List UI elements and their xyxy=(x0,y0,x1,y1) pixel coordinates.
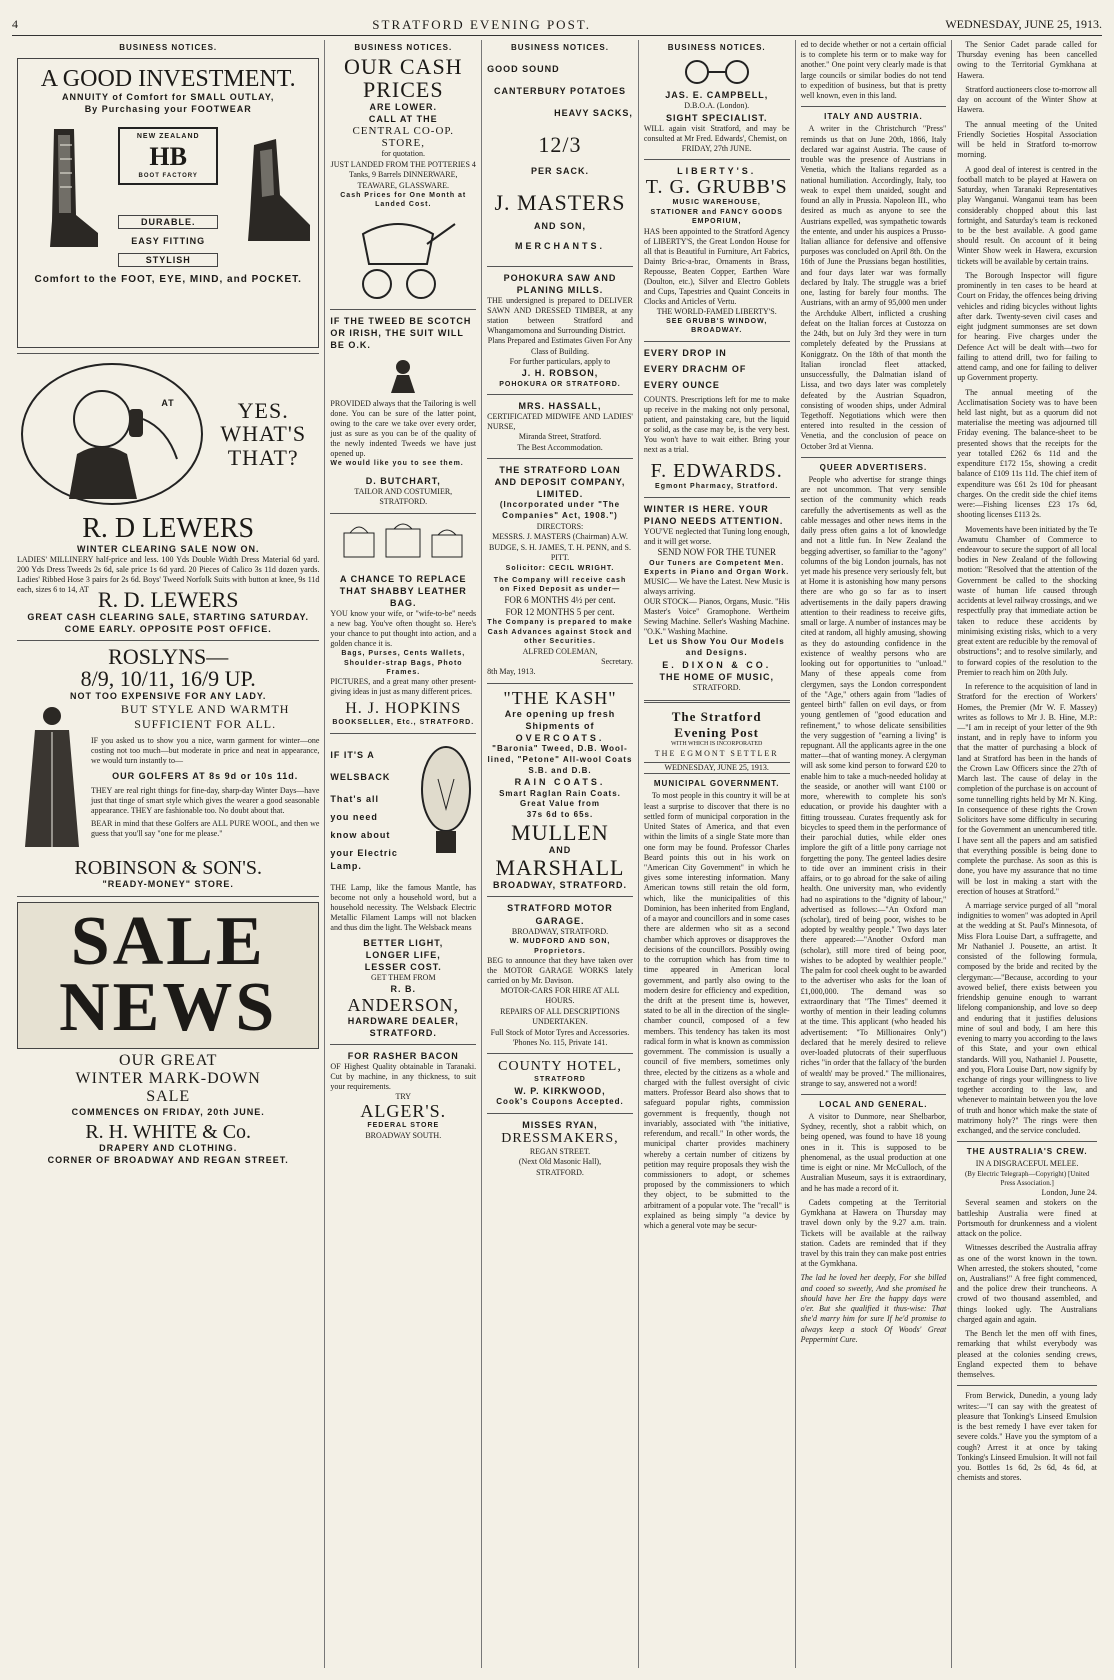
advert-body: MUSIC— We have the Latest. New Music is always arriving. xyxy=(643,577,790,597)
advert-alger xyxy=(330,1050,476,1141)
advert-line: FRIDAY, 27th JUNE. xyxy=(681,143,752,153)
advert-line: LIBERTY'S. xyxy=(677,166,757,177)
article-paragraph: Movements have been initiated by the Te Awamutu Chamber of Commerce to endeavour to secure the support of all local bodies in New Zealand of the following motion: "Resolved that the attention of the Government be called to the shocking waste of human life caused through accidents at level railway crossings, and we respectfully pray that immediate action be taken to reduce these accidents by minimising existing risks, which to a very great extent are reducible by the removal of obstructions"; and to resolve similarly, and to forward copies of the resolution to the Premier to reach him on 20th July. xyxy=(957,524,1098,677)
advert-body: BEAR in mind that these Golfers are ALL PURE WOOL, and then we guess that you'll say "one for me please." xyxy=(91,818,320,838)
advert-title: "THE KASH" xyxy=(503,687,617,708)
article-italy-austria xyxy=(801,112,947,452)
advert-line: for quotation. xyxy=(381,149,426,159)
advert-line: BROADWAY SOUTH. xyxy=(365,1130,442,1140)
advert-line: 8th May, 1913. xyxy=(487,667,536,677)
advert-line: STRATFORD. xyxy=(536,1167,584,1177)
advert-line: MUSIC WAREHOUSE, xyxy=(672,199,761,207)
advert-body: CERTIFICATED MIDWIFE AND LADIES' NURSE, xyxy=(487,412,633,432)
advert-line: LONGER LIFE, xyxy=(365,949,441,960)
advert-grubb xyxy=(644,165,790,336)
advert-line: ALFRED COLEMAN, xyxy=(522,646,598,656)
advert-line: STATIONER and FANCY GOODS EMPORIUM, xyxy=(650,208,783,226)
article-heading: THE AUSTRALIA'S CREW. xyxy=(966,1147,1088,1157)
advert-footwear xyxy=(17,58,319,408)
section-header: BUSINESS NOTICES. xyxy=(119,43,218,52)
advert-line: Smart Raglan Rain Coats. xyxy=(499,788,621,798)
advert-line: COMMENCES ON FRIDAY, 20th JUNE. xyxy=(71,1106,265,1117)
advertiser-name: H. J. HOPKINS xyxy=(345,700,462,718)
advertiser-name: F. EDWARDS. xyxy=(650,460,783,483)
article-paragraph: Several seamen and stokers on the battleship Australia were fined at Portsmouth for drunkenness and a violent attack on the police. xyxy=(957,1198,1098,1239)
advert-body: THE undersigned is prepared to DELIVER SAWN AND DRESSED TIMBER, at any station between Stratford and Whangamomona and Surrounding District. xyxy=(487,296,633,336)
advert-line: That's all xyxy=(330,793,380,804)
advert-hopkins xyxy=(330,519,476,728)
section-header: BUSINESS NOTICES. xyxy=(667,43,766,52)
rate-line: FOR 6 MONTHS 4½ per cent. xyxy=(504,594,616,605)
advert-body: COUNTS. Prescriptions left for me to make up receive in the making not only personal, patient, and painstaking care, but the liquid or solid, as the case may be, is the very best. You won't have to wait either. Bring your next as a trial. xyxy=(643,395,790,455)
advert-campbell xyxy=(644,59,790,154)
advert-line: RAIN COATS. xyxy=(514,777,606,788)
advert-line: W. MUDFORD AND SON, Proprietors. xyxy=(509,938,611,955)
advert-body: MESSRS. J. MASTERS (Chairman) A.W. BUDGE, S. H. JAMES, T. H. PENN, and S. PITT. xyxy=(489,532,631,563)
advert-line: STRATFORD. xyxy=(379,497,428,507)
article-paragraph: A good deal of interest is centred in the football match to be played at Hawera on Saturday, when Taranaki Representatives play Wanganui. Wanganui team has been considerably chopped about this last fortnight, and Saturday's team is reckoned to be the best available. A good game should result. On account of it being Winter Show week in Hawera, excursion tickets will be available by certain trains. xyxy=(957,164,1098,266)
advert-title: POHOKURA SAW AND PLANING MILLS. xyxy=(503,273,617,296)
advert-line: Miranda Street, Stratford. xyxy=(518,432,602,442)
advert-coop xyxy=(330,55,476,304)
advert-line: HARDWARE DEALER, xyxy=(347,1015,459,1026)
advert-line: Great Value from xyxy=(519,799,600,809)
product-prices: 8/9, 10/11, 16/9 UP. xyxy=(80,666,256,692)
advert-line: For further particulars, apply to xyxy=(509,357,611,367)
advert-line: Our Tuners are Competent Men. Experts in Piano and Organ Work. xyxy=(644,559,790,577)
page-number: 4 xyxy=(12,17,18,31)
advert-body: THEY are real right things for fine-day, sharp-day Winter Days—have just that tinge of smart style which gives the wearer a good seasonable appearance. THEY are fashionable too. No doubt about that. xyxy=(91,785,320,815)
advert-title: WINTER IS HERE. YOUR PIANO NEEDS ATTENTION. xyxy=(643,503,784,526)
article-paragraph: People who advertise for strange things are not uncommon. That very sensible section of the community which reads carefully the advertisements as well as the cable messages and other news items in the daily press often gains a lot of knowledge and not a little fun. In New Zealand the begging advertiser, so familiar to the "agony" columns of the big London journals, has not yet made his presence very seriously felt, but at Home it is astonishing how many persons there are who go so far as to insert advertisements in the daily papers drawing attention to their readiness to receive gifts, small or large. A number of instances may be cited at random, all highly amusing, showing as they do astounding confidence in the existence of wealthy persons who are looking out for opportunities to "unload." Many of these appeals come from clergymen, says the London correspondent of the "Age," others again from "ladies of genteel birth" fallen on evil days, or from young gentlemen of "good education and refinement," to whose delicate sensibilities the very suggestion of "earning a living" is repugnant. All the applicants agree in the one matter—that of wanting money. A clergyman will ask some kind person to forward £20 to enable him to take a much-needed holiday at the seaside, or another will want £100 or more, wherewith to complete his son's education, or provide his daughter with a fitting trousseau. Curates frequently ask for bicycles to speed them in the performance of their parochial duties, while elder ones implore the gift of a little pony carriage not forgetting the pony. The genteel ladies desire to tide over an imminent crisis in their affairs, or to go abroad for the sake of ailing health. One university man, who evidently had no aspirations to the "dignity of labour," advertised as follows:—"An Oxford man (scholar), tired of being poor, wishes to be adopted by wealthy people." Two days later there appeared:—"Another Oxford man (scholar), still more tired of being poor, wishes to be adopted by wealthier people." The palm for cool cheek ought to be awarded to the advertiser who asks for the loan of £1,000,000. The demand was so extraordinary that "The Times" deemed it worthy of mention in their leading columns at the time. This applicant (who headed his advertisement: "To Millionaires Only") declared that he merely desired to relieve over-loaded plutocrats of their superfluous riches "in order that the fallacy of 'the burden of wealth' may be proved." The millionaires, strange to say, answered not a word! xyxy=(800,474,947,1088)
advert-line: your Electric Lamp. xyxy=(330,848,398,871)
advert-line: GOOD SOUND xyxy=(487,64,560,74)
advert-line: (Next Old Masonic Hall), xyxy=(518,1157,602,1167)
advert-masters xyxy=(487,63,633,252)
columns xyxy=(12,40,1102,1668)
issue-date: WEDNESDAY, JUNE 25, 1913. xyxy=(945,17,1102,31)
advert-line: MOTOR-CARS FOR HIRE AT ALL HOURS. xyxy=(500,985,620,1006)
advert-line: Cash Prices for One Month at Landed Cost. xyxy=(340,192,467,209)
advertiser-name-2: R. D. LEWERS xyxy=(97,587,239,612)
advertiser-name: W. P. KIRKWOOD, xyxy=(514,1085,606,1096)
column-4 xyxy=(639,40,796,1668)
advert-line: By Purchasing your FOOTWEAR xyxy=(84,104,252,115)
article-credit: (By Electric Telegraph—Copyright) [United Press Association.] xyxy=(964,1169,1090,1187)
advert-line: EVERY DROP IN xyxy=(643,347,727,358)
advert-line: WINTER MARK-DOWN xyxy=(75,1069,261,1087)
advert-line: CANTERBURY POTATOES xyxy=(493,86,626,97)
advertiser-name: MISSES RYAN, xyxy=(522,1119,598,1130)
advert-dixon xyxy=(644,503,790,694)
advert-line: EVERY OUNCE xyxy=(643,380,720,391)
column-1 xyxy=(12,40,325,1668)
advert-line: SALE xyxy=(146,1087,191,1105)
article-paragraph: Stratford auctioneers close to-morrow all day on account of the Winter Show at Hawera. xyxy=(957,84,1098,115)
article-paragraph: A visitor to Dunmore, near Shelbarbor, Sydney, recently, shot a rabbit which, on being opened, was found to have 18 young ones in it. This is supposed to be phenomenal, as the usual production at one time is eight or nine. Mr McCulloch, of the Australian Museum, says it is extraordinary, and he has made a record of it. xyxy=(800,1111,947,1193)
article-paragraph: ed to decide whether or not a certain official is to complete his term or to make way for another." One point very clearly made is that large councils or similar bodies do not tend to expedition of business, but that is pretty well known, even in this land. xyxy=(800,40,947,101)
article-paragraph: From Berwick, Dunedin, a young lady writes:—"I can say with the greatest of pleasure that Tonking's Linseed Emulsion is the best remedy I have ever taken for severe colds." Have you the symptom of a cough? Arrest it at once by taking Tonking's Linseed Emulsion. It will not fail you. Bottles 1s 6d, 2s 6d, 4s 6d, at chemists and stores. xyxy=(957,1391,1098,1483)
advert-line: THE HOME OF MUSIC, xyxy=(659,672,774,683)
advert-line: SIGHT SPECIALIST. xyxy=(665,112,768,123)
advert-hassall xyxy=(487,400,633,453)
advert-address: COME EARLY. OPPOSITE POST OFFICE. xyxy=(64,624,272,635)
advert-line: Secretary. xyxy=(601,656,633,666)
advert-line: Full Stock of Motor Tyres and Accessories. xyxy=(490,1027,630,1037)
advert-footer: Comfort to the FOOT, EYE, MIND, and POCKET. xyxy=(34,274,302,286)
advertiser-name: ANDERSON, xyxy=(347,994,460,1015)
advert-line: TAILOR AND COSTUMIER, xyxy=(354,486,453,496)
advert-line: THE WORLD-FAMED LIBERTY'S. xyxy=(656,306,777,316)
advert-line: The Company will receive cash on Fixed Deposit as under— xyxy=(493,577,627,594)
advert-line: PER SACK. xyxy=(530,165,589,176)
feature-label: DURABLE. xyxy=(118,215,218,229)
advert-address: CORNER OF BROADWAY AND REGAN STREET. xyxy=(47,1154,289,1165)
advert-title: STRATFORD MOTOR GARAGE. xyxy=(507,903,613,926)
advert-line: AND xyxy=(548,845,572,856)
advert-body: THE Lamp, like the famous Mantle, has become not only a household word, but a household necessity. The Welsback Electric Metallic Filament Lamps will not blacken and thus dim the light. The Welsback means xyxy=(330,882,477,932)
yes-text: YES. xyxy=(237,398,289,424)
advert-loan-company xyxy=(487,464,633,678)
logo-mark: HB xyxy=(149,141,187,171)
masthead xyxy=(12,14,1102,36)
advert-title: IF THE TWEED BE SCOTCH OR IRISH, THE SUIT WILL BE O.K. xyxy=(330,315,472,351)
advert-title: THE STRATFORD LOAN AND DEPOSIT COMPANY, LIMITED. xyxy=(494,464,626,500)
spectacles-icon xyxy=(677,59,757,85)
advert-body: BEG to announce that they have taken over the MOTOR GARAGE WORKS lately carried on by Mr. Davison. xyxy=(487,955,633,985)
advertiser-name: MRS. HASSALL, xyxy=(518,401,602,412)
advert-body: OF Highest Quality obtainable in Taranaki. Cut by machine, in any thickness, to suit your requirements. xyxy=(330,1061,477,1091)
advert-line: ARE LOWER. xyxy=(369,102,438,113)
advert-title: PRICES xyxy=(362,77,444,103)
product-name: ROSLYNS— xyxy=(108,644,229,670)
article-paragraph: The Borough Inspector will figure prominently in ten cases to be heard at Court on Friday, the offences being driving vehicles and riding bicycles without lights after dark. Twenty-seven civil cases and eight judgment summonses are set down for hearing. Five charges under the Defence Act will be dealt with—two for failing to attend drill, two for failing to attend camp, and one for failing to deliver up Government property. xyxy=(957,270,1098,383)
feature-label: EASY FITTING xyxy=(131,235,206,246)
advert-line: REPAIRS OF ALL DESCRIPTIONS UNDERTAKEN. xyxy=(500,1006,620,1027)
lady-in-coat-icon xyxy=(17,702,87,852)
advert-body: IF you asked us to show you a nice, warm garment for winter—one costing not too much—but moderate in price and neat in appearance, we would turn instantly to— xyxy=(91,736,320,766)
advert-line: We would like you to see them. xyxy=(330,460,464,468)
advertiser-name: D. BUTCHART, xyxy=(365,475,441,486)
advert-line: "Baronia" Tweed, D.B. Wool-lined, "Petone" All-wool Coats S.B. and D.B. xyxy=(487,744,633,775)
rate-line: FOR 12 MONTHS 5 per cent. xyxy=(505,606,615,617)
advert-line: The Best Accommodation. xyxy=(517,442,603,452)
advert-line: IF IT'S A xyxy=(330,749,375,760)
column-5 xyxy=(796,40,953,1668)
advert-line: BETTER LIGHT, xyxy=(363,937,444,948)
article-local-general xyxy=(801,1100,947,1345)
advert-body: YOU know your wife, or "wife-to-be" needs a new bag. You've often thought so. Here's your chance to put thought into action, and a golden chance it is. xyxy=(330,609,477,649)
light-bulb-icon xyxy=(416,739,476,879)
that-text: THAT? xyxy=(227,444,299,470)
boot-icon xyxy=(32,125,102,255)
advert-title: A CHANCE TO REPLACE THAT SHABBY LEATHER BAG. xyxy=(339,573,467,608)
article-municipal xyxy=(644,779,790,1231)
column-6 xyxy=(952,40,1102,1668)
advert-body: HAS been appointed to the Stratford Agency of LIBERTY'S, the Great London House for all that is Beautiful in Furniture, Art Fabrics, Dainty Bric-a-brac, Ornaments in Brass, Repousse, Beaten Copper, Earthen Ware (Doulton, etc.), Silver and Electro Goblets and Cups, Tapestries and Quaint Conceits in Clocks and Articles of Vertu. xyxy=(643,226,790,306)
article-dateline: London, June 24. xyxy=(1041,1187,1098,1197)
advert-kash xyxy=(487,689,633,892)
advert-line: OUR GOLFERS AT 8s 9d or 10s 11d. xyxy=(112,771,299,782)
advert-line: BUT STYLE AND WARMTH xyxy=(120,702,290,717)
news-lettering: NEWS xyxy=(59,969,278,1047)
advert-line: STRATFORD xyxy=(534,1076,586,1084)
advert-line: 'Phones No. 115, Private 141. xyxy=(512,1037,608,1047)
advertiser-name: T. G. GRUBB'S xyxy=(645,176,788,199)
column-3 xyxy=(482,40,639,1668)
advert-title: A GOOD INVESTMENT. xyxy=(40,66,296,92)
advert-line: R. B. xyxy=(390,984,417,995)
advert-line: Cook's Coupons Accepted. xyxy=(496,1096,624,1106)
advert-line: 37s 6d to 65s. xyxy=(526,810,594,820)
advert-line: CALL AT THE xyxy=(368,114,438,125)
advert-title: DRESSMAKERS, xyxy=(501,1130,619,1146)
advert-line: Are opening up fresh Shipments of xyxy=(504,708,616,731)
advert-line: LESSER COST. xyxy=(364,961,442,972)
advertiser-name: CENTRAL CO-OP. STORE, xyxy=(352,125,455,150)
advertiser-name: JAS. E. CAMPBELL, xyxy=(665,90,769,100)
advert-line: The Company is prepared to make Cash Advances against Stock and other Securities. xyxy=(487,619,633,646)
paper-incorporated: WITH WHICH IS INCORPORATED xyxy=(671,740,763,747)
advert-line: POHOKURA OR STRATFORD. xyxy=(499,380,621,388)
advert-line: Let us Show You Our Models and Designs. xyxy=(648,637,785,658)
hb-logo xyxy=(118,127,218,185)
advert-line: BROADWAY, STRATFORD. xyxy=(511,926,609,936)
advert-lewers xyxy=(17,359,320,595)
advert-title: OUR CASH xyxy=(343,54,463,79)
advert-line: STRATFORD. xyxy=(369,1027,437,1038)
article-paragraph: A marriage service purged of all "moral indignities to women" was adopted in April at the wedding at St. Paul's Minnesota, of Miss Flora Louise Dart, a suffragette, and Mr Nathaniel J. Pousette, an artist. It consisted of the following formula, composed by the bride and recited by the clergyman:—"Because, according to your avowed belief, there exists between you friendship genuine enough to warrant lifelong companionship, and love so deep and enduring that it justifies delusions mine of soul and body, I am here this evening to marry you according to the laws of this State, and your own ethical standards. Will you, Nathaniel J. Pousette, and you, Flora Louise Dart, now signify by exchange of rings your willingness to live together according to the law, and whenever to maintain between you the love of truth and honor which make the state of matrimony holy?" The rings were then exchanged, and the service concluded. xyxy=(957,900,1098,1136)
advert-body: OUR STOCK— Pianos, Organs, Music. "His Master's Voice" Gramophone. Wertheim Sewing Machine. Seller's Washing Machine. "O.K." Washing Machine. xyxy=(643,597,790,637)
article-paragraph: In reference to the acquisition of land in Stratford for the erection of Workers' Homes, the Premier (Mr W. F. Massey) writes as follows to Mr J. B. Hine, M.P.:—"I am in receipt of your letter of the 9th instant, and in reply have to inform you that the matter of purchasing a block of land at Stratford has been in the hands of the Crown Law Officers since the 27th of March last. The cause of delay in the completion of the purchase is on account of some tunnelling rights held by Mr N. King. In consequence of these rights the Crown Solicitors have some difficulty in securing for the Government an unencumbered title. I have sent all the papers and am satisfied that everything possible is being done to complete the purchase. As soon as this is done, you have my assurance that no time will be lost in making a start with the erection of houses at Stratford." xyxy=(957,682,1098,896)
article-heading: QUEER ADVERTISERS. xyxy=(819,462,928,472)
pram-icon xyxy=(343,214,463,304)
article-paragraph: Witnesses described the Australia affray as one of the worst known in the town. When arrested, the stokers shouted, "come on, Australians!" A free fight commenced, and the police drew their truncheons. A crowd of two thousand assembled, and things looked ugly. The Australians charged again and again. xyxy=(957,1243,1098,1324)
advertiser-name: MULLEN xyxy=(511,819,609,845)
bags-icon xyxy=(338,519,468,569)
advert-line: WELSBACK xyxy=(330,771,391,782)
advert-line: BROADWAY, STRATFORD. xyxy=(492,880,627,891)
advert-line: Solicitor: CECIL WRIGHT. xyxy=(505,564,615,572)
paper-name: The Stratford Evening Post xyxy=(671,708,762,740)
advert-line: TRY xyxy=(395,1091,412,1101)
article-paragraph: The annual meeting of the United Friendly Societies Hospital Association will be held in Stratford to-morrow morning. xyxy=(957,119,1098,160)
whats-text: WHAT'S xyxy=(220,421,307,447)
advert-line: "READY-MONEY" STORE. xyxy=(102,879,234,890)
at-label: AT xyxy=(161,398,175,408)
advert-line: you need xyxy=(330,812,378,823)
advert-line: NOT TOO EXPENSIVE FOR ANY LADY. xyxy=(70,691,267,702)
advert-welsback xyxy=(330,739,476,1039)
article-heading: ITALY AND AUSTRIA. xyxy=(824,112,923,122)
advert-line: Plans Prepared and Estimates Given For Any Class of Building. xyxy=(487,336,633,356)
advert-line: STRATFORD. xyxy=(692,683,741,693)
advert-body: PICTURES, and a great many other present-giving ideas in just as many different prices. xyxy=(330,677,477,697)
advert-line: Egmont Pharmacy, Stratford. xyxy=(655,483,779,491)
advert-line: OUR GREAT xyxy=(119,1051,218,1069)
article-australias-crew xyxy=(957,1147,1097,1483)
sale-lettering: SALE xyxy=(70,902,266,980)
section-header: BUSINESS NOTICES. xyxy=(354,43,453,52)
logo-brand: NEW ZEALAND xyxy=(136,133,200,141)
advert-line: D.B.O.A. (London). xyxy=(684,101,750,111)
advert-body: LADIES' MILLINERY half-price and less. 100 Yds Double Width Dress Material 6d yard. 200 Yds Dress Tweeds 2s 6d, sale price 1s 6d yard. 20 Pieces of Calico 3s 11d dozen yards. Ladies' Ribbed Hose 3 pairs for 2s 6d. Boys' Tweed Norfolk Suits with button at knee, 9s 11d each, sizes 6 to 14, AT xyxy=(17,555,320,595)
article-paragraph: A writer in the Christchurch "Press" reminds us that on June 20th, 1866, Italy declared war against Austria. The cause of trouble was the presence of Austrians in Venetia, which the Italians regarded as a national humiliation. Accordingly, Italy, too weak to expel them unaided, sought and found an ally in Prussia. Napoleon III., who desired as much as anyone to see the Austrians expelled, was sympathetic towards the entente, and under his auspices a Prusso-Italian alliance for defensive and offensive purposes was concluded on April 8th. On the 16th of June the Prussians began hostilities, and four days later war was formally declared by Italy. The struggle was a brief one, lasting for barely four months. The Austrians, with an army of 95,000 men under the Archduke Albert, inflicted a crushing defeat on the Italian forces at Custozza on the 24th, but on July 3rd they were in turn completely defeated by the Prussians at Koniggratz. On the 18th of that month the Italian ironclad fleet attacked, unsuccessfully, the Dalmatian island of Lissa, and two days later was completely defeated by the Austrian Squadron, consisting of wooden ships, under Admiral Tegethoff. Negotiations which were then entered into resulted in the cession of Venetia, and the conclusion of peace on October 3rd at Vienna. xyxy=(800,124,947,451)
advert-line: HEAVY SACKS, xyxy=(554,108,633,119)
article-paragraph: The lad he loved her deeply, For she billed and cooed so sweetly, And she promised he should have her Ere the happy days were o'er. But she qualified it thus-wise: That she'd marry him for sure If he'd promise to always keep a stock Of Woods' Great Peppermint Cure. xyxy=(800,1273,947,1344)
shoe-icon xyxy=(224,125,314,255)
advert-misses-ryan xyxy=(487,1119,633,1178)
paper-date: WEDNESDAY, JUNE 25, 1913. xyxy=(644,762,790,774)
article-paragraph: The Senior Cadet parade called for Thursday evening has been cancelled owing to the Territorial Gymkhana at Hawera. xyxy=(957,40,1098,80)
article-paragraph: Cadets competing at the Territorial Gymkhana at Hawera on Thursday may travel down only by the 9.27 a.m. train. Tickets will be available at the railway station. Cadets are reminded that if they travel by this train they can make post entries at the Gymkhana. xyxy=(800,1197,947,1269)
advertiser-name: ALGER'S. xyxy=(360,1101,447,1122)
advertiser-name: R. H. WHITE & Co. xyxy=(85,1120,252,1143)
advert-line: DIRECTORS: xyxy=(536,522,584,531)
article-paragraph: To most people in this country it will be at least a surprise to discover that there is no settled form of municipal corporation in the United States of America, and that even within the limits of a single State more than one form may be found. Professor Charles Beard points this out in his work on "American City Government" in which he gives some interesting information. Many American towns still retain the old form, which, like the municipalities of this Dominion, has been inherited from England, of a mayor and councillors and in some cases there are aldermen who sit as a second chamber which approves or disapproves the decisions of the councillors. Possibly owing to the corruption which has from time to time appeared in American local government, and partly also owing to the modern desire for efficiency and expedition, the drift at the present time is, however, stated to be all in the direction of the single-chamber council, composed of a few members. This tendency has taken its most radical form in what is known as commission government. The commission is usually a council of five members, sometimes only three, elected by the citizens as a whole and charged with the fullest oversight of civic matters. Professor Beard also shows that to safeguard popular rights, commission government is frequently, though not invariably, associated with "the initiative, referendum, and recall." In other words, the municipal charter provides machinery whereby a certain number of citizens by petition may require proposals they wish the commissioners to adopt, or schemes proposed by the commissioners to which they object, to be submitted to the arbitrament of a popular vote. The "recall" is explained as being simply "a device by which a general vote may be secur- xyxy=(643,791,790,1231)
advert-line: SEE GRUBB'S WINDOW, BROADWAY. xyxy=(666,317,768,335)
price: 12/3 xyxy=(538,132,582,158)
sale-headline-2: GREAT CASH CLEARING SALE, STARTING SATURDAY. xyxy=(27,612,310,622)
feature-label: STYLISH xyxy=(118,253,218,267)
advert-line: BOOKSELLER, Etc., STRATFORD. xyxy=(332,719,475,727)
advertiser-name: MARSHALL xyxy=(495,855,625,881)
advertiser-name: ROBINSON & SON'S. xyxy=(74,857,262,880)
advert-edwards xyxy=(644,347,790,492)
paper-settler: THE EGMONT SETTLER xyxy=(654,748,779,758)
advertiser-name: R. D LEWERS xyxy=(82,513,255,544)
advert-line: EVERY DRACHM OF xyxy=(643,363,747,374)
advert-line: Bags, Purses, Cents Wallets, Shoulder-strap Bags, Photo Frames. xyxy=(341,650,466,676)
man-on-telephone-icon xyxy=(17,359,207,509)
advert-line: AND SON, xyxy=(533,220,586,231)
advert-white xyxy=(17,902,319,1166)
advert-line: ANNUITY of Comfort for SMALL OUTLAY, xyxy=(62,92,275,102)
column-2 xyxy=(325,40,482,1668)
article-paragraph: The annual meeting of the Acclimatisation Society was to have been held last night, but as a quorum did not materialise the meeting was adjourned till Friday evening. The balance-sheet to be presented shows that the receipts for the year totalled £262 6s 11d and the expenditure £172 15s, showing a credit balance of £109 11s 11d. The chief item of expenditure was £61 2s 10d for pheasant charges. On the credit side the chief items were:—Fishing licenses £23 17s 6d, shooting licenses £113 2s. xyxy=(957,387,1098,520)
advertiser-name: J. H. ROBSON, xyxy=(521,368,599,379)
advert-title: COUNTY HOTEL, xyxy=(498,1059,622,1075)
advert-line: MERCHANTS. xyxy=(514,240,605,251)
advert-line: know about xyxy=(330,830,391,841)
advert-line: SEND NOW FOR THE TUNER xyxy=(657,546,776,557)
advert-line: DRAPERY AND CLOTHING. xyxy=(99,1142,238,1153)
advert-title: FOR RASHER BACON xyxy=(347,1050,459,1061)
advert-body: WILL again visit Stratford, and may be consulted at Mr Fred. Edwards', Chemist, on xyxy=(643,123,790,143)
advert-motor-garage xyxy=(487,902,633,1048)
sale-headline: WINTER CLEARING SALE NOW ON. xyxy=(76,544,260,554)
article-heading: MUNICIPAL GOVERNMENT. xyxy=(653,779,780,789)
paper-title: STRATFORD EVENING POST. xyxy=(372,16,592,32)
logo-factory: BOOT FACTORY xyxy=(138,172,198,179)
advert-butchart xyxy=(330,315,476,508)
advert-body: JUST LANDED FROM THE POTTERIES 4 Tanks, 9 Barrels DINNERWARE, TEAWARE, GLASSWARE. xyxy=(330,159,476,190)
advert-county-hotel xyxy=(487,1059,633,1107)
article-queer-advertisers xyxy=(801,463,947,1089)
advert-body: YOU'VE neglected that Tuning long enough, and it will get worse. xyxy=(643,526,790,546)
advert-line: (Incorporated under "The Companies" Act, 1908.") xyxy=(499,500,621,521)
article-subheading: IN A DISGRACEFUL MELEE. xyxy=(975,1159,1079,1169)
paper-nameplate xyxy=(644,709,790,775)
advert-line: OVERCOATS. xyxy=(515,732,605,743)
advertiser-name: J. MASTERS xyxy=(494,189,626,215)
advert-line: SUFFICIENT FOR ALL. xyxy=(134,717,277,732)
advertiser-name: E. DIXON & CO. xyxy=(662,660,772,671)
advert-pohokura xyxy=(487,272,633,389)
tailor-icon xyxy=(383,355,423,395)
advert-body: PROVIDED always that the Tailoring is well done. You can be sure of the latter point, owing to the care we take over every order, just as sure as you can be of the quality of the newly indented Tweeds we have just opened up. xyxy=(330,399,477,459)
advert-line: FEDERAL STORE xyxy=(367,1122,440,1130)
advert-line: REGAN STREET. xyxy=(529,1146,591,1156)
advert-line: GET THEM FROM xyxy=(370,973,436,983)
article-heading: LOCAL AND GENERAL. xyxy=(819,1099,928,1109)
advert-roslyns xyxy=(17,646,319,890)
section-header: BUSINESS NOTICES. xyxy=(511,43,609,52)
article-paragraph: The Bench let the men off with fines, remarking that whilst everybody was pleased at the colonies sending crews, England expected them to behave themselves. xyxy=(957,1329,1098,1380)
